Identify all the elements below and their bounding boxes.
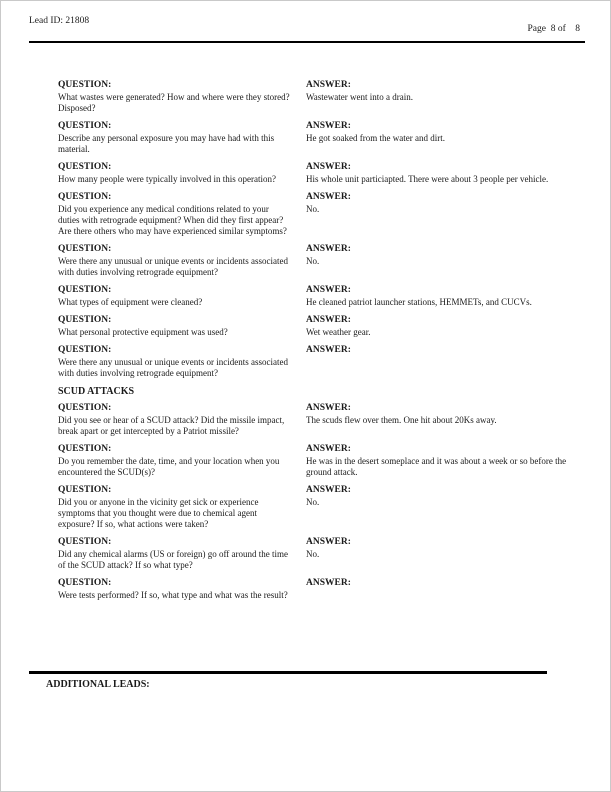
answer-label: ANSWER: [306,244,351,254]
question-text: Do you remember the date, time, and your location when you encountered the SCUD(s)? [58,456,280,477]
question-text: Describe any personal exposure you may have had with this material. [58,133,275,154]
question-label: QUESTION: [58,485,112,495]
answer-column [306,79,578,114]
lead-id-label: Lead ID: 21808 [29,16,90,26]
answer-text: No. [306,256,320,266]
answer-column [306,120,578,155]
answer-label: ANSWER: [306,285,351,295]
answer-text: No. [306,204,320,214]
qa-row [58,191,578,237]
answer-column [306,191,578,237]
question-label: QUESTION: [58,162,112,172]
question-text: Did you see or hear of a SCUD attack? Did the missile impact, break apart or get intercepted by a Patriot missile? [58,415,285,436]
question-text: Were there any unusual or unique events or incidents associated with duties involving retrograde equipment? [58,256,288,277]
question-label: QUESTION: [58,80,112,90]
answer-text: No. [306,497,320,507]
answer-column [306,314,578,338]
question-label: QUESTION: [58,578,112,588]
section-heading: SCUD ATTACKS [58,386,135,397]
question-column [58,484,306,530]
question-column [58,443,306,478]
answer-column [306,443,578,478]
answer-label: ANSWER: [306,444,351,454]
answer-column [306,577,578,601]
question-label: QUESTION: [58,444,112,454]
question-text: What types of equipment were cleaned? [58,297,203,307]
answer-label: ANSWER: [306,192,351,202]
page-number-label: Page 8 of 8 [527,24,580,34]
qa-row [58,120,578,155]
qa-row [58,484,578,530]
answer-column [306,536,578,571]
qa-row [58,314,578,338]
question-column [58,120,306,155]
question-label: QUESTION: [58,121,112,131]
answer-column [306,484,578,530]
qa-row [58,577,578,601]
question-label: QUESTION: [58,315,112,325]
answer-text: He cleaned patriot launcher stations, HEMMETs, and CUCVs. [306,297,532,307]
additional-leads-heading: ADDITIONAL LEADS: [46,679,150,690]
answer-label: ANSWER: [306,80,351,90]
question-column [58,402,306,437]
question-text: Did you experience any medical conditions related to your duties with retrograde equipment? When did they first appear? Are there others who may have experienced similar symptoms? [58,204,287,236]
answer-column [306,402,578,437]
question-text: How many people were typically involved in this operation? [58,174,276,184]
answer-label: ANSWER: [306,345,351,355]
question-label: QUESTION: [58,244,112,254]
header-rule [29,41,585,43]
answer-label: ANSWER: [306,485,351,495]
qa-row [58,79,578,114]
answer-label: ANSWER: [306,162,351,172]
question-column [58,344,306,379]
question-text: Were there any unusual or unique events or incidents associated with duties involving retrograde equipment? [58,357,288,378]
answer-label: ANSWER: [306,578,351,588]
answer-label: ANSWER: [306,403,351,413]
question-label: QUESTION: [58,192,112,202]
qa-row [58,344,578,379]
answer-text: He got soaked from the water and dirt. [306,133,445,143]
answer-text: Wastewater went into a drain. [306,92,413,102]
question-column [58,161,306,185]
question-column [58,191,306,237]
qa-row [58,161,578,185]
question-text: What wastes were generated? How and where were they stored? Disposed? [58,92,290,113]
question-column [58,577,306,601]
question-column [58,284,306,308]
answer-label: ANSWER: [306,121,351,131]
answer-text: Wet weather gear. [306,327,371,337]
qa-row [58,243,578,278]
answer-text: His whole unit particiapted. There were about 3 people per vehicle. [306,174,549,184]
question-label: QUESTION: [58,403,112,413]
question-column [58,243,306,278]
qa-row [58,536,578,571]
answer-column [306,161,578,185]
question-text: Were tests performed? If so, what type and what was the result? [58,590,288,600]
answer-column [306,344,578,379]
answer-column [306,284,578,308]
qa-content [58,79,578,607]
question-column [58,314,306,338]
answer-column [306,243,578,278]
question-label: QUESTION: [58,285,112,295]
answer-label: ANSWER: [306,315,351,325]
answer-text: The scuds flew over them. One hit about 20Ks away. [306,415,497,425]
question-text: What personal protective equipment was used? [58,327,228,337]
answer-text: He was in the desert someplace and it was about a week or so before the ground attack. [306,456,567,477]
question-label: QUESTION: [58,537,112,547]
question-column [58,536,306,571]
qa-row [58,284,578,308]
qa-row [58,402,578,437]
qa-row [58,443,578,478]
answer-label: ANSWER: [306,537,351,547]
footer-rule [29,671,547,674]
question-text: Did any chemical alarms (US or foreign) go off around the time of the SCUD attack? If so what type? [58,549,289,570]
question-label: QUESTION: [58,345,112,355]
answer-text: No. [306,549,320,559]
question-column [58,79,306,114]
question-text: Did you or anyone in the vicinity get sick or experience symptoms that you thought were due to chemical agent exposure? If so, what actions were taken? [58,497,259,529]
